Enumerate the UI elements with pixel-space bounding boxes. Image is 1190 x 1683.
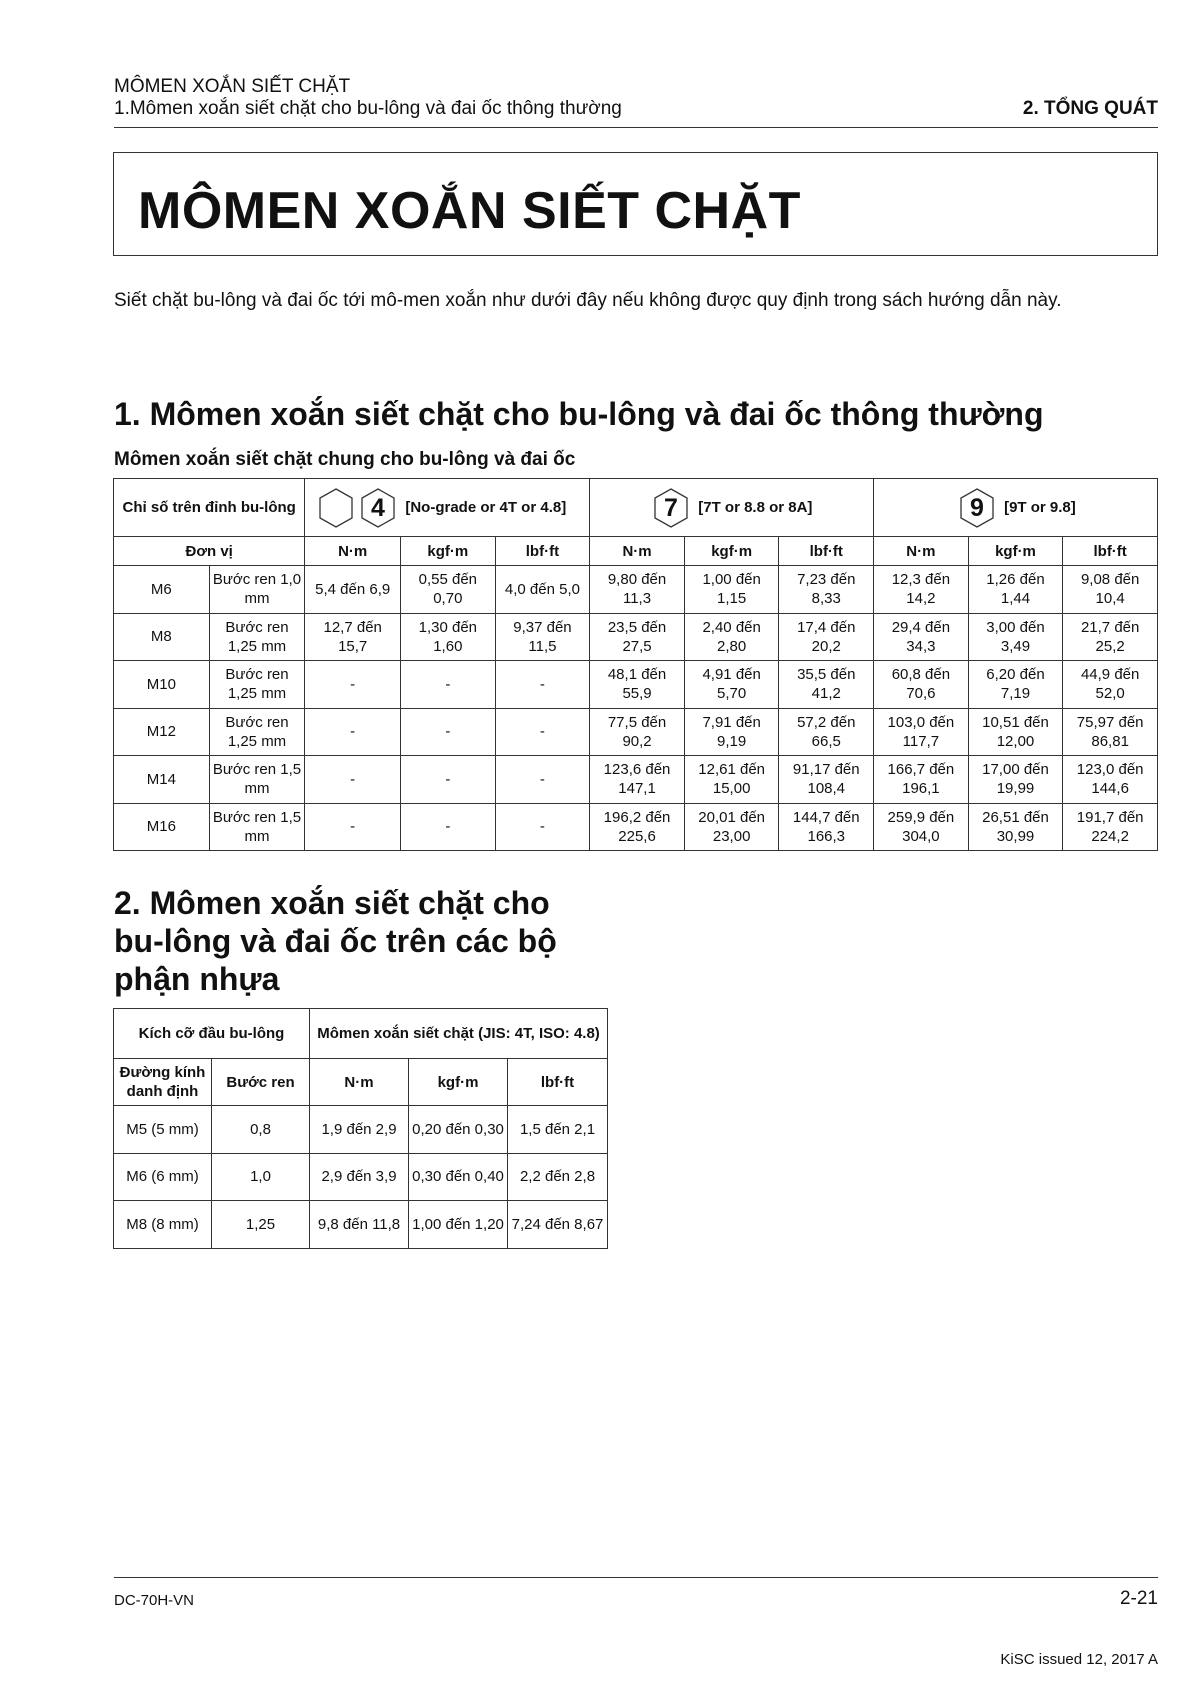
table-header-row	[114, 479, 1158, 537]
unit-cell: lbf·ft	[508, 1059, 608, 1106]
header-line1: MÔMEN XOẮN SIẾT CHẶT	[114, 76, 351, 97]
section2-title: 2. Mômen xoắn siết chặt cho bu-lông và đai ốc trên các bộ phận nhựa	[114, 885, 557, 997]
torque-value-cell: 196,2 đến 225,6	[590, 803, 685, 851]
grade-4-header	[305, 479, 590, 537]
unit-cell: N·m	[310, 1059, 409, 1106]
torque-value-cell: 21,7 đến 25,2	[1063, 613, 1158, 661]
table-body	[114, 1106, 608, 1249]
torque-value-cell: 75,97 đến 86,81	[1063, 708, 1158, 756]
torque-value-cell: 1,00 đến 1,20	[409, 1201, 508, 1249]
pitch-cell: Bước ren 1,0 mm	[209, 566, 305, 614]
pitch-cell: Bước ren 1,5 mm	[209, 756, 305, 804]
pitch-cell: Bước ren 1,25 mm	[209, 661, 305, 709]
torque-value-cell: -	[401, 661, 496, 709]
torque-value-cell: 2,9 đến 3,9	[310, 1153, 409, 1201]
bolt-size-cell: M6	[114, 566, 210, 614]
grade-9-label: [9T or 9.8]	[1004, 499, 1076, 516]
unit-cell: kgf·m	[409, 1059, 508, 1106]
torque-value-cell: 26,51 đến 30,99	[968, 803, 1063, 851]
torque-value-cell: 1,00 đến 1,15	[684, 566, 779, 614]
sub-pitch: Bước ren	[212, 1059, 310, 1106]
torque-value-cell: 1,9 đến 2,9	[310, 1106, 409, 1154]
torque-value-cell: -	[495, 756, 590, 804]
torque-value-cell: 259,9 đến 304,0	[874, 803, 969, 851]
torque-value-cell: -	[305, 756, 401, 804]
pitch-cell: Bước ren 1,25 mm	[209, 613, 305, 661]
grade-7-label: [7T or 8.8 or 8A]	[698, 499, 813, 516]
torque-value-cell: 60,8 đến 70,6	[874, 661, 969, 709]
torque-value-cell: -	[305, 661, 401, 709]
torque-value-cell: -	[305, 803, 401, 851]
unit-cell: kgf·m	[401, 537, 496, 566]
header-section: 2. TỔNG QUÁT	[1022, 98, 1158, 119]
torque-value-cell: 9,37 đến 11,5	[495, 613, 590, 661]
table-row	[114, 708, 1158, 756]
torque-value-cell: 7,24 đến 8,67	[508, 1201, 608, 1249]
torque-value-cell: 1,5 đến 2,1	[508, 1106, 608, 1154]
title-box	[113, 152, 1158, 256]
torque-value-cell: 23,5 đến 27,5	[590, 613, 685, 661]
torque-value-cell: -	[495, 708, 590, 756]
footer-divider	[114, 1577, 1158, 1578]
table-row	[114, 1106, 608, 1154]
head-label: Chỉ số trên đỉnh bu-lông	[114, 479, 305, 537]
bolt-size-cell: M8 (8 mm)	[114, 1201, 212, 1249]
hexagon-grade-4-icon	[359, 487, 397, 529]
torque-value-cell: 0,55 đến 0,70	[401, 566, 496, 614]
unit-cell: kgf·m	[684, 537, 779, 566]
torque-value-cell: 17,4 đến 20,2	[779, 613, 874, 661]
torque-value-cell: 0,30 đến 0,40	[409, 1153, 508, 1201]
unit-cell: N·m	[305, 537, 401, 566]
torque-value-cell: 123,0 đến 144,6	[1063, 756, 1158, 804]
torque-value-cell: -	[495, 803, 590, 851]
torque-value-cell: 5,4 đến 6,9	[305, 566, 401, 614]
torque-value-cell: 9,08 đến 10,4	[1063, 566, 1158, 614]
torque-value-cell: 9,8 đến 11,8	[310, 1201, 409, 1249]
unit-cell: lbf·ft	[495, 537, 590, 566]
torque-value-cell: 7,91 đến 9,19	[684, 708, 779, 756]
torque-value-cell: 6,20 đến 7,19	[968, 661, 1063, 709]
torque-value-cell: 17,00 đến 19,99	[968, 756, 1063, 804]
torque-value-cell: 29,4 đến 34,3	[874, 613, 969, 661]
torque-value-cell: 7,23 đến 8,33	[779, 566, 874, 614]
torque-value-cell: 12,3 đến 14,2	[874, 566, 969, 614]
torque-value-cell: 1,26 đến 1,44	[968, 566, 1063, 614]
torque-table-general	[113, 478, 1158, 851]
unit-row	[114, 537, 1158, 566]
subheader-row	[114, 1059, 608, 1106]
torque-value-cell: 10,51 đến 12,00	[968, 708, 1063, 756]
torque-value-cell: 9,80 đến 11,3	[590, 566, 685, 614]
torque-value-cell: 144,7 đến 166,3	[779, 803, 874, 851]
torque-value-cell: 103,0 đến 117,7	[874, 708, 969, 756]
table-row	[114, 1201, 608, 1249]
pitch-cell: 0,8	[212, 1106, 310, 1154]
torque-value-cell: 3,00 đến 3,49	[968, 613, 1063, 661]
bolt-size-cell: M10	[114, 661, 210, 709]
torque-value-cell: -	[401, 708, 496, 756]
page-title: MÔMEN XOẮN SIẾT CHẶT	[138, 182, 801, 240]
torque-value-cell: 123,6 đến 147,1	[590, 756, 685, 804]
bolt-size-cell: M12	[114, 708, 210, 756]
bolt-size-cell: M8	[114, 613, 210, 661]
torque-value-cell: 12,7 đến 15,7	[305, 613, 401, 661]
torque-value-cell: 2,40 đến 2,80	[684, 613, 779, 661]
table-row	[114, 613, 1158, 661]
torque-value-cell: 191,7 đến 224,2	[1063, 803, 1158, 851]
page-number: 2-21	[1119, 1588, 1158, 1609]
grade-9-header	[874, 479, 1158, 537]
unit-label: Đơn vị	[114, 537, 305, 566]
torque-value-cell: -	[401, 803, 496, 851]
section1-title: 1. Mômen xoắn siết chặt cho bu-lông và đai ốc thông thường	[114, 396, 1044, 432]
unit-cell: lbf·ft	[779, 537, 874, 566]
torque-value-cell: 4,0 đến 5,0	[495, 566, 590, 614]
grade-7-header	[590, 479, 874, 537]
pitch-cell: Bước ren 1,5 mm	[209, 803, 305, 851]
torque-value-cell: 166,7 đến 196,1	[874, 756, 969, 804]
svg-text:4: 4	[371, 493, 386, 522]
unit-cell: N·m	[590, 537, 685, 566]
footer-doc-code: DC-70H-VN	[114, 1592, 195, 1609]
table-row	[114, 756, 1158, 804]
head-torque: Mômen xoắn siết chặt (JIS: 4T, ISO: 4.8)	[310, 1009, 608, 1059]
torque-value-cell: 4,91 đến 5,70	[684, 661, 779, 709]
torque-value-cell: -	[495, 661, 590, 709]
bolt-size-cell: M6 (6 mm)	[114, 1153, 212, 1201]
table-row	[114, 803, 1158, 851]
header-divider	[114, 127, 1158, 128]
torque-value-cell: 44,9 đến 52,0	[1063, 661, 1158, 709]
svg-text:9: 9	[970, 493, 985, 522]
hexagon-grade-9-icon	[958, 487, 996, 529]
bolt-size-cell: M16	[114, 803, 210, 851]
grade-4-label: [No-grade or 4T or 4.8]	[405, 499, 567, 516]
torque-value-cell: 1,30 đến 1,60	[401, 613, 496, 661]
pitch-cell: Bước ren 1,25 mm	[209, 708, 305, 756]
torque-value-cell: 91,17 đến 108,4	[779, 756, 874, 804]
unit-cell: N·m	[874, 537, 969, 566]
torque-value-cell: 35,5 đến 41,2	[779, 661, 874, 709]
header-line2: 1.Mômen xoắn siết chặt cho bu-lông và đai ốc thông thường	[114, 98, 622, 119]
hexagon-icon	[317, 487, 355, 529]
torque-value-cell: 0,20 đến 0,30	[409, 1106, 508, 1154]
unit-cell: lbf·ft	[1063, 537, 1158, 566]
torque-value-cell: -	[305, 708, 401, 756]
pitch-cell: 1,0	[212, 1153, 310, 1201]
torque-value-cell: 48,1 đến 55,9	[590, 661, 685, 709]
table-header-row	[114, 1009, 608, 1059]
running-header	[114, 76, 622, 120]
torque-value-cell: 57,2 đến 66,5	[779, 708, 874, 756]
table-row	[114, 661, 1158, 709]
table-row	[114, 1153, 608, 1201]
sub-diameter: Đường kính danh định	[114, 1059, 212, 1106]
table-row	[114, 566, 1158, 614]
issue-note: KiSC issued 12, 2017 A	[1000, 1651, 1158, 1668]
unit-cell: kgf·m	[968, 537, 1063, 566]
torque-table-plastic	[113, 1008, 608, 1249]
table-body	[114, 566, 1158, 851]
bolt-size-cell: M14	[114, 756, 210, 804]
torque-value-cell: -	[401, 756, 496, 804]
torque-value-cell: 77,5 đến 90,2	[590, 708, 685, 756]
pitch-cell: 1,25	[212, 1201, 310, 1249]
intro-text: Siết chặt bu-lông và đai ốc tới mô-men xoắn như dưới đây nếu không được quy định trong sách hướng dẫn này.	[114, 290, 1062, 311]
hexagon-grade-7-icon	[652, 487, 690, 529]
torque-value-cell: 12,61 đến 15,00	[684, 756, 779, 804]
svg-text:7: 7	[664, 493, 679, 522]
torque-value-cell: 20,01 đến 23,00	[684, 803, 779, 851]
bolt-size-cell: M5 (5 mm)	[114, 1106, 212, 1154]
torque-value-cell: 2,2 đến 2,8	[508, 1153, 608, 1201]
section1-subtitle: Mômen xoắn siết chặt chung cho bu-lông và đai ốc	[114, 449, 576, 470]
head-size: Kích cỡ đầu bu-lông	[114, 1009, 310, 1059]
